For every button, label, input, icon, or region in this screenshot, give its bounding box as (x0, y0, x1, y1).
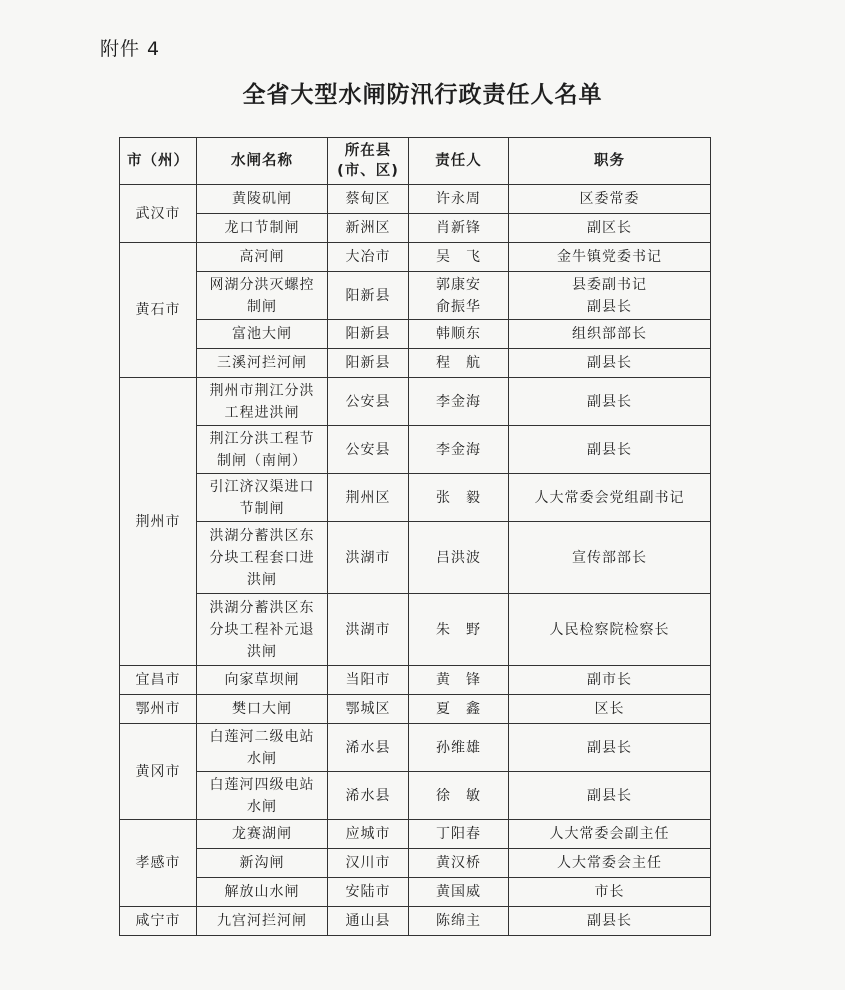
cell-county: 通山县 (328, 907, 409, 936)
table-row (120, 666, 711, 695)
table-row (120, 772, 711, 820)
cell-duty: 副区长 (509, 214, 711, 243)
cell-duty: 区委常委 (509, 185, 711, 214)
header-city: 市（州） (120, 138, 197, 185)
cell-city: 咸宁市 (120, 907, 197, 936)
cell-duty: 副县长 (509, 426, 711, 474)
cell-gate-name: 向家草坝闸 (197, 666, 328, 695)
cell-county: 公安县 (328, 378, 409, 426)
cell-city: 宜昌市 (120, 666, 197, 695)
cell-duty: 人大常委会主任 (509, 849, 711, 878)
cell-county: 洪湖市 (328, 594, 409, 666)
cell-gate-name: 洪湖分蓄洪区东 分块工程补元退 洪闸 (197, 594, 328, 666)
cell-duty: 区长 (509, 695, 711, 724)
cell-person: 李金海 (409, 426, 509, 474)
cell-city: 黄石市 (120, 243, 197, 378)
table-header-row (120, 138, 711, 185)
cell-person: 陈绵主 (409, 907, 509, 936)
cell-person: 朱 野 (409, 594, 509, 666)
table-row (120, 272, 711, 320)
table-row (120, 724, 711, 772)
cell-duty: 人大常委会党组副书记 (509, 474, 711, 522)
cell-duty: 副县长 (509, 349, 711, 378)
table-row (120, 185, 711, 214)
table-row (120, 849, 711, 878)
cell-person: 黄 锋 (409, 666, 509, 695)
cell-duty: 宣传部部长 (509, 522, 711, 594)
cell-gate-name: 高河闸 (197, 243, 328, 272)
cell-duty: 副县长 (509, 378, 711, 426)
cell-gate-name: 荆江分洪工程节 制闸（南闸） (197, 426, 328, 474)
cell-person: 韩顺东 (409, 320, 509, 349)
table-row (120, 243, 711, 272)
header-duty: 职务 (509, 138, 711, 185)
cell-county: 大冶市 (328, 243, 409, 272)
cell-gate-name: 引江济汉渠进口 节制闸 (197, 474, 328, 522)
cell-person: 程 航 (409, 349, 509, 378)
cell-county: 当阳市 (328, 666, 409, 695)
cell-gate-name: 黄陵矶闸 (197, 185, 328, 214)
cell-city: 荆州市 (120, 378, 197, 666)
cell-county: 阳新县 (328, 320, 409, 349)
cell-county: 公安县 (328, 426, 409, 474)
cell-duty: 副县长 (509, 772, 711, 820)
cell-gate-name: 白莲河四级电站 水闸 (197, 772, 328, 820)
cell-duty: 人民检察院检察长 (509, 594, 711, 666)
cell-gate-name: 荆州市荆江分洪 工程进洪闸 (197, 378, 328, 426)
cell-city: 鄂州市 (120, 695, 197, 724)
table-row (120, 907, 711, 936)
table-row (120, 594, 711, 666)
cell-county: 汉川市 (328, 849, 409, 878)
cell-county: 鄂城区 (328, 695, 409, 724)
cell-person: 吕洪波 (409, 522, 509, 594)
cell-person: 孙维雄 (409, 724, 509, 772)
table-body (120, 185, 711, 936)
attachment-label: 附件 4 (100, 38, 161, 60)
table-row (120, 214, 711, 243)
cell-person: 李金海 (409, 378, 509, 426)
header-gate-name: 水闸名称 (197, 138, 328, 185)
cell-county: 安陆市 (328, 878, 409, 907)
cell-gate-name: 九宫河拦河闸 (197, 907, 328, 936)
table-row (120, 474, 711, 522)
cell-person: 黄国威 (409, 878, 509, 907)
cell-person: 黄汉桥 (409, 849, 509, 878)
cell-county: 洪湖市 (328, 522, 409, 594)
table-row (120, 695, 711, 724)
cell-person: 郭康安 俞振华 (409, 272, 509, 320)
cell-county: 荆州区 (328, 474, 409, 522)
cell-county: 浠水县 (328, 724, 409, 772)
table-row (120, 820, 711, 849)
cell-gate-name: 樊口大闸 (197, 695, 328, 724)
table-row (120, 522, 711, 594)
table-row (120, 378, 711, 426)
table-row (120, 349, 711, 378)
cell-duty: 金牛镇党委书记 (509, 243, 711, 272)
cell-county: 浠水县 (328, 772, 409, 820)
cell-duty: 副市长 (509, 666, 711, 695)
cell-county: 应城市 (328, 820, 409, 849)
cell-city: 孝感市 (120, 820, 197, 907)
cell-city: 武汉市 (120, 185, 197, 243)
cell-county: 新洲区 (328, 214, 409, 243)
header-county: 所在县 (市、区) (328, 138, 409, 185)
table-row (120, 878, 711, 907)
cell-duty: 组织部部长 (509, 320, 711, 349)
cell-gate-name: 龙口节制闸 (197, 214, 328, 243)
cell-city: 黄冈市 (120, 724, 197, 820)
cell-duty: 市长 (509, 878, 711, 907)
cell-gate-name: 白莲河二级电站 水闸 (197, 724, 328, 772)
cell-gate-name: 新沟闸 (197, 849, 328, 878)
cell-county: 蔡甸区 (328, 185, 409, 214)
cell-gate-name: 龙赛湖闸 (197, 820, 328, 849)
cell-gate-name: 洪湖分蓄洪区东 分块工程套口进 洪闸 (197, 522, 328, 594)
cell-person: 吴 飞 (409, 243, 509, 272)
header-person: 责任人 (409, 138, 509, 185)
cell-county: 阳新县 (328, 272, 409, 320)
cell-gate-name: 网湖分洪灭螺控 制闸 (197, 272, 328, 320)
cell-gate-name: 三溪河拦河闸 (197, 349, 328, 378)
responsibility-table (119, 137, 711, 936)
cell-duty: 副县长 (509, 907, 711, 936)
cell-person: 肖新锋 (409, 214, 509, 243)
cell-person: 张 毅 (409, 474, 509, 522)
cell-county: 阳新县 (328, 349, 409, 378)
document-title: 全省大型水闸防汛行政责任人名单 (242, 82, 603, 108)
cell-person: 夏 鑫 (409, 695, 509, 724)
table-row (120, 426, 711, 474)
cell-duty: 副县长 (509, 724, 711, 772)
cell-person: 许永周 (409, 185, 509, 214)
cell-person: 丁阳春 (409, 820, 509, 849)
cell-gate-name: 解放山水闸 (197, 878, 328, 907)
table-row (120, 320, 711, 349)
cell-duty: 县委副书记 副县长 (509, 272, 711, 320)
cell-gate-name: 富池大闸 (197, 320, 328, 349)
cell-person: 徐 敏 (409, 772, 509, 820)
cell-duty: 人大常委会副主任 (509, 820, 711, 849)
